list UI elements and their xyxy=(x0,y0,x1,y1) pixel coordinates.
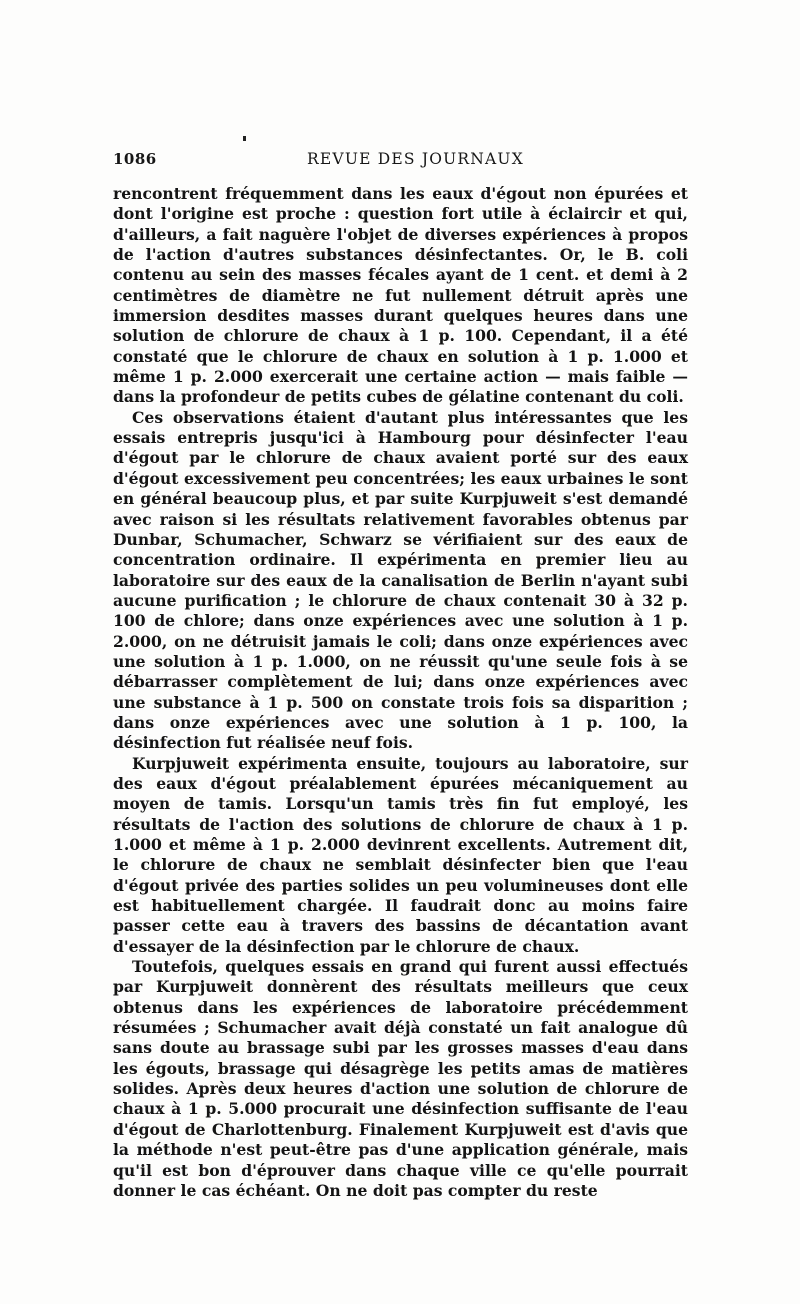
paragraph-continuation: rencontrent fréquemment dans les eaux d'égout non épurées et dont l'origine est proche : question fort utile à éclaircir et qui, d'ailleurs, a fait naguère l'objet de diverses expériences à propos de l'action d'autres substances désinfectantes. Or, le B. coli contenu au sein des masses fécales ayant de 1 cent. et demi à 2 centimètres de diamètre ne fut nullement détruit après une immersion desdites masses durant quelques heures dans une solution de chlorure de chaux à 1 p. 100. Cependant, il a été constaté que le chlorure de chaux en solution à 1 p. 1.000 et même 1 p. 2.000 exercerait une certaine action — mais faible — dans la profondeur de petits cubes de gélatine contenant du coli. xyxy=(113,184,688,407)
page-number: 1086 xyxy=(113,150,157,168)
running-title: REVUE DES JOURNAUX xyxy=(307,150,524,168)
article-body xyxy=(113,184,688,1201)
ink-speck xyxy=(243,136,246,141)
paragraph: Ces observations étaient d'autant plus intéressantes que les essais entrepris jusqu'ici à Hambourg pour désinfecter l'eau d'égout par le chlorure de chaux avaient porté sur des eaux d'égout excessivement peu concentrées; les eaux urbaines le sont en général beaucoup plus, et par suite Kurpjuweit s'est demandé avec raison si les résultats relativement favorables obtenus par Dunbar, Schumacher, Schwarz se vérifiaient sur des eaux de concentration ordinaire. Il expérimenta en premier lieu au laboratoire sur des eaux de la canalisation de Berlin n'ayant subi aucune purification ; le chlorure de chaux contenait 30 à 32 p. 100 de chlore; dans onze expériences avec une solution à 1 p. 2.000, on ne détruisit jamais le coli; dans onze expériences avec une solution à 1 p. 1.000, on ne réussit qu'une seule fois à se débarrasser complètement de lui; dans onze expériences avec une substance à 1 p. 500 on constate trois fois sa disparition ; dans onze expériences avec une solution à 1 p. 100, la désinfection fut réalisée neuf fois. xyxy=(113,407,688,753)
page-header xyxy=(113,150,688,174)
paragraph: Kurpjuweit expérimenta ensuite, toujours au laboratoire, sur des eaux d'égout préalablement épurées mécaniquement au moyen de tamis. Lorsqu'un tamis très fin fut employé, les résultats de l'action des solutions de chlorure de chaux à 1 p. 1.000 et même à 1 p. 2.000 devinrent excellents. Autrement dit, le chlorure de chaux ne semblait désinfecter bien que l'eau d'égout privée des parties solides un peu volumineuses dont elle est habituellement chargée. Il faudrait donc au moins faire passer cette eau à travers des bassins de décantation avant d'essayer de la désinfection par le chlorure de chaux. xyxy=(113,753,688,956)
paragraph: Toutefois, quelques essais en grand qui furent aussi effectués par Kurpjuweit donnèrent des résultats meilleurs que ceux obtenus dans les expériences de laboratoire précédemment résumées ; Schumacher avait déjà constaté un fait analogue dû sans doute au brassage subi par les grosses masses d'eau dans les égouts, brassage qui désagrège les petits amas de matières solides. Après deux heures d'action une solution de chlorure de chaux à 1 p. 5.000 procurait une désinfection suffisante de l'eau d'égout de Charlottenburg. Finalement Kurpjuweit est d'avis que la méthode n'est peut-être pas d'une application générale, mais qu'il est bon d'éprouver dans chaque ville ce qu'elle pourrait donner le cas échéant. On ne doit pas compter du reste xyxy=(113,957,688,1200)
